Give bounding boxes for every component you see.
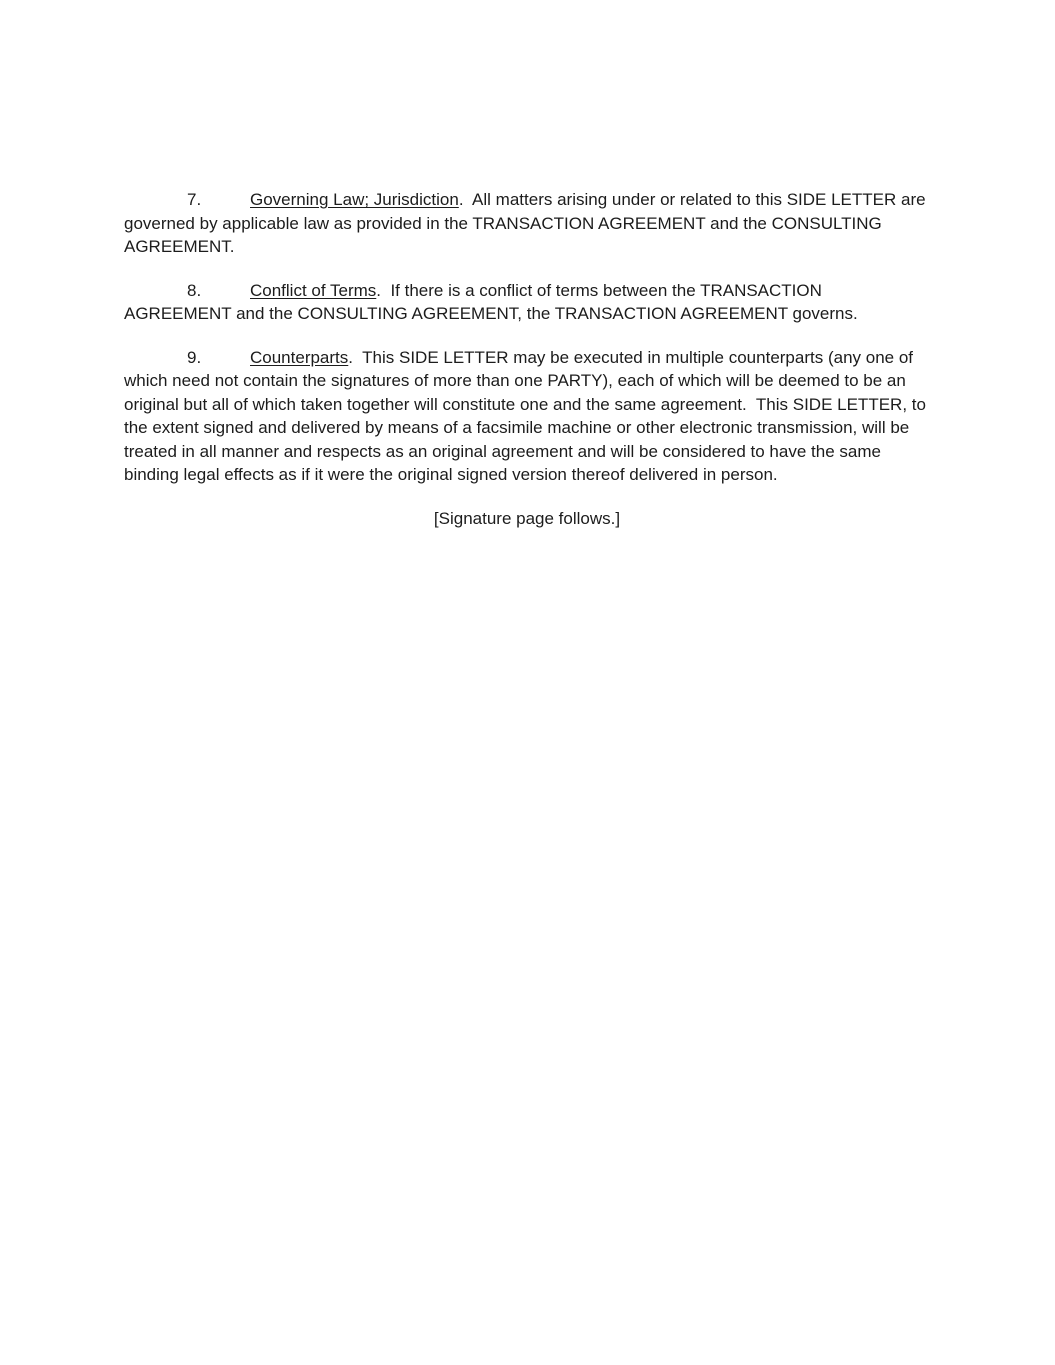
signature-page-note: [Signature page follows.]	[433, 508, 621, 528]
paragraph-9-heading: Counterparts	[250, 347, 349, 367]
paragraph-8-heading: Conflict of Terms	[250, 280, 377, 300]
paragraph-8	[124, 279, 930, 326]
paragraph-9-number: 9.	[187, 347, 202, 367]
paragraph-9	[124, 346, 930, 487]
paragraph-8-body: . If there is a conflict of terms between the TRANSACTION AGREEMENT and the CONSULTING AGREEMENT, the TRANSACTION AGREEMENT governs.	[124, 280, 858, 323]
paragraph-7-heading: Governing Law; Jurisdiction	[250, 190, 459, 209]
paragraph-7	[124, 188, 930, 259]
text-column	[124, 188, 930, 530]
paragraph-7-number: 7.	[187, 190, 202, 209]
paragraph-7-body: . All matters arising under or related to this SIDE LETTER are governed by applicable law as provided in the TRANSACTION AGREEMENT and the CONSULTING AGREEMENT.	[124, 190, 931, 256]
paragraph-8-number: 8.	[187, 280, 202, 300]
paragraph-9-body: . This SIDE LETTER may be executed in multiple counterparts (any one of which need not contain the signatures of more than one PARTY), each of which will be deemed to be an original but all of which taken together will constitute one and the same agreement. This SIDE LETTER, to the extent signed and delivered by means of a facsimile machine or other electronic transmission, will be treated in all manner and respects as an original agreement and will be considered to have the same binding legal effects as if it were the original signed version thereof delivered in person.	[124, 347, 931, 484]
